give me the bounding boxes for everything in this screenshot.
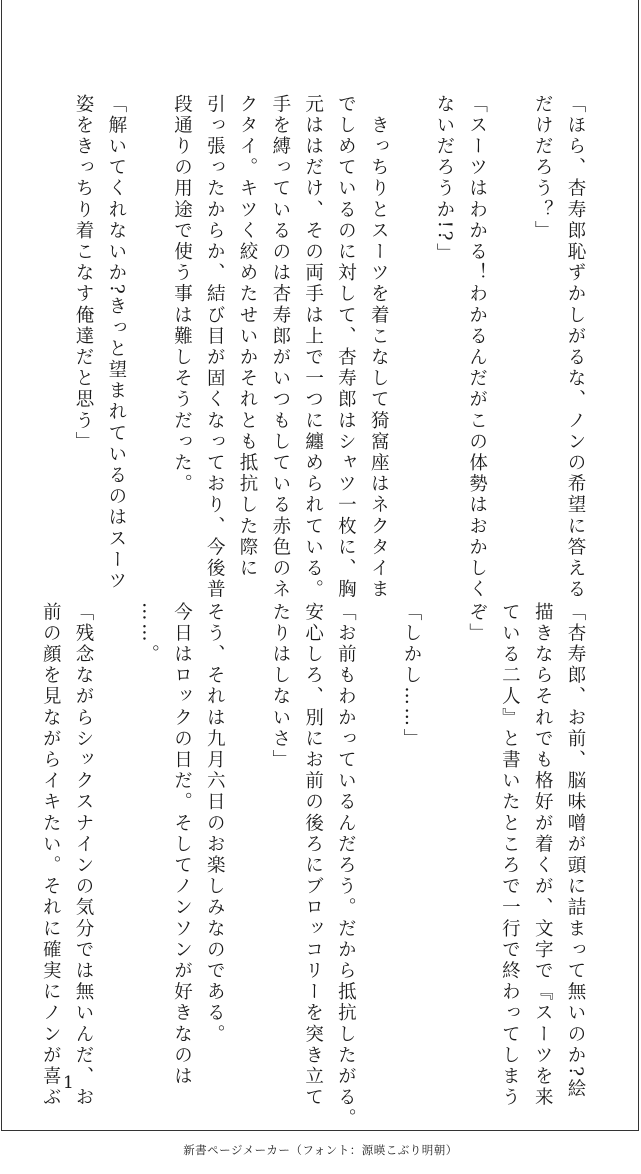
paragraph xyxy=(132,94,165,564)
paragraph: 「ほら、杏寿郎恥ずかしがるな、ノンの希望に答える だけだろう？」 xyxy=(532,94,586,601)
paragraph xyxy=(394,94,427,564)
paragraph: 「スーツはわかる！わかるんだがこの体勢はおかしく ないだろうか!?」 xyxy=(433,94,488,601)
footer-credit: 新書ページメーカー（フォント：源暎こぶり明朝） xyxy=(183,1143,458,1157)
lower-text-block xyxy=(33,602,591,1130)
paragraph: きっちりとスーツを着こなして猗窩座はネクタイま でしめているのに対して、杏寿郎はシャツ一枚に、胸 元ははだけ、その両手は上で一つに纏められている。 手を縛っているのは杏寿郎がいつもしている赤色のネ クタイ。キツく絞めたせいかそれとも抵抗した際に 引っ張ったからか、結び目が固くなっており、今後普 段通りの用途で使う事は難しそうだった。 xyxy=(171,94,390,601)
paragraph: 「しかし……」 xyxy=(401,602,423,750)
page-number: 1 xyxy=(63,1073,74,1093)
paragraph xyxy=(99,602,132,1072)
paragraph xyxy=(230,602,263,1072)
page-frame xyxy=(1,0,639,1131)
paragraph: 「杏寿郎、お前、脳味噌が頭に詰まって無いのか?絵 描きならそれでも格好が着くが、文字で『スーツを来 ている二人』と書いたところで一行で終わってしまう ぞ」 xyxy=(466,602,586,1109)
paragraph: 「解いてくれないか?きっと望まれているのはスーツ 姿をきっちり着こなす俺達だと思う」 xyxy=(73,94,127,592)
paragraph xyxy=(427,602,460,1072)
paragraph: 「残念ながらシックスナインの気分では無いんだ、お 前の顔を見ながらイキたい。それに確実にノンが喜ぶ xyxy=(40,602,95,1109)
upper-text-block xyxy=(66,94,591,601)
paragraph: 「お前もわかっているんだろう。だから抵抗したがる。 安心しろ、別にお前の後ろにブロッコリーを突き立て たりはしないさ」 xyxy=(269,602,357,1130)
paragraph xyxy=(493,94,526,564)
paragraph: そう、それは九月六日のお楽しみなのである。 今日はロックの日だ。そしてノンソンが好きなのは ……。 xyxy=(138,602,226,1088)
paragraph xyxy=(361,602,394,1072)
